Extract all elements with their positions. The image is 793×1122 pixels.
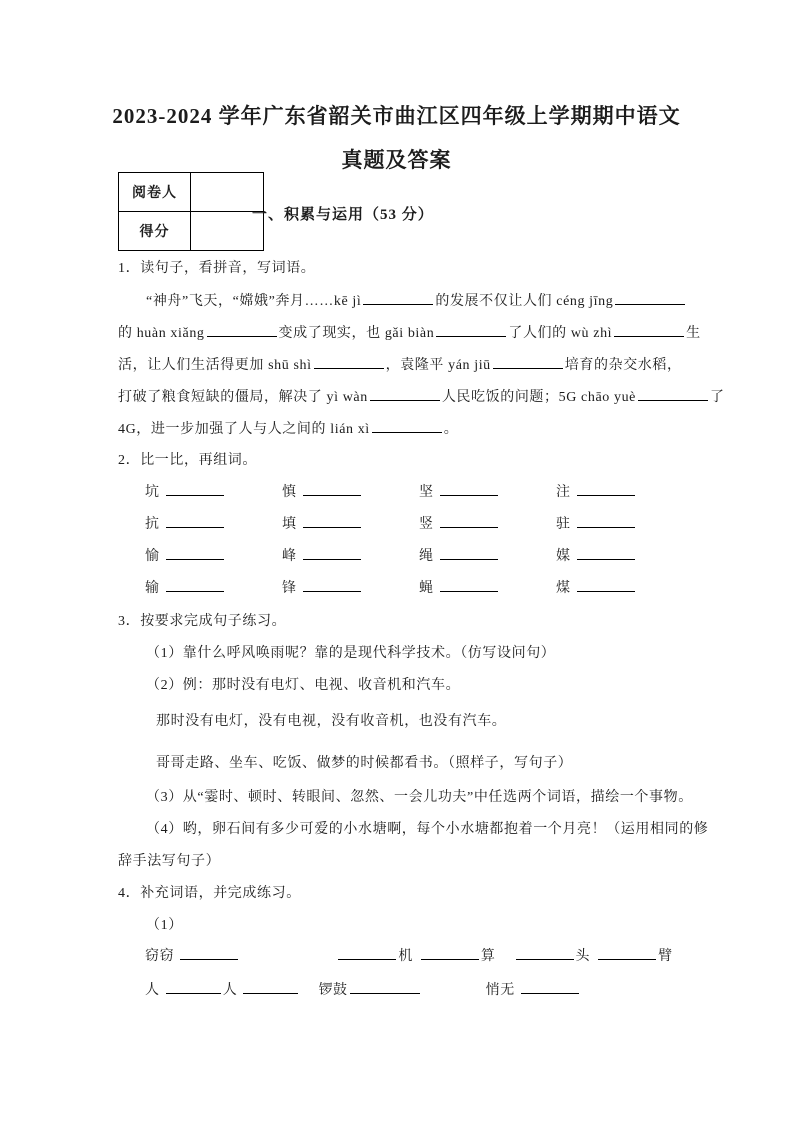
q3-item2-example-2: 哥哥走路、坐车、吃饭、做梦的时候都看书。（照样子，写句子） xyxy=(156,756,573,771)
q1-line2-seg1: 的 huàn xiǎng xyxy=(118,326,205,341)
q1-line4-seg1: 打破了粮食短缺的僵局，解决了 yì wàn xyxy=(118,390,368,405)
q1-line3-seg3: 培育的杂交水稻， xyxy=(564,358,682,373)
answer-blank[interactable] xyxy=(577,514,635,528)
q4-sub-1: （1） xyxy=(146,918,183,933)
q3-item-4-line2: 辞手法写句子） xyxy=(118,854,221,869)
answer-blank[interactable] xyxy=(440,514,498,528)
grader-label: 阅卷人 xyxy=(119,173,191,212)
answer-blank[interactable] xyxy=(598,946,656,960)
page-title-line1: 2023-2024 学年广东省韶关市曲江区四年级上学期期中语文 xyxy=(112,104,681,128)
answer-blank[interactable] xyxy=(303,546,361,560)
answer-blank[interactable] xyxy=(421,946,479,960)
q4-word-part: 头 xyxy=(575,949,591,964)
page-title-line2: 真题及答案 xyxy=(341,148,452,172)
q1-text-line-3 xyxy=(118,355,682,376)
q1-text-line-2 xyxy=(118,323,701,344)
q1-line3-seg2: ，袁隆平 yán jiū xyxy=(385,358,491,373)
q2-char: 媒 xyxy=(556,549,571,564)
answer-blank[interactable] xyxy=(638,387,708,401)
q2-row-3 xyxy=(145,546,693,567)
q3-item-1: （1）靠什么呼风唤雨呢？靠的是现代科学技术。（仿写设问句） xyxy=(146,646,556,661)
answer-blank[interactable] xyxy=(166,578,224,592)
answer-blank[interactable] xyxy=(370,387,440,401)
question-2-label: 2．比一比，再组词。 xyxy=(118,453,257,468)
q2-char: 抗 xyxy=(145,517,160,532)
q1-text-line-5 xyxy=(118,419,458,440)
answer-blank[interactable] xyxy=(303,578,361,592)
answer-blank[interactable] xyxy=(166,514,224,528)
answer-blank[interactable] xyxy=(372,419,442,433)
answer-blank[interactable] xyxy=(516,946,574,960)
answer-blank[interactable] xyxy=(166,546,224,560)
q2-char: 填 xyxy=(282,517,297,532)
answer-blank[interactable] xyxy=(615,291,685,305)
answer-blank[interactable] xyxy=(440,482,498,496)
q4-word-part: 臂 xyxy=(658,949,673,964)
answer-blank[interactable] xyxy=(614,323,684,337)
table-row xyxy=(119,173,264,212)
answer-blank[interactable] xyxy=(166,980,221,994)
q2-char: 峰 xyxy=(282,549,297,564)
q4-word-part: 悄无 xyxy=(485,983,515,998)
q3-item-2: （2）例：那时没有电灯、电视、收音机和汽车。 xyxy=(146,678,461,693)
q2-char: 愉 xyxy=(145,549,160,564)
q3-item2-example-1: 那时没有电灯，没有电视，没有收音机，也没有汽车。 xyxy=(156,714,507,729)
q1-line4-seg3: 了 xyxy=(709,390,725,405)
answer-blank[interactable] xyxy=(180,946,238,960)
q2-char: 坚 xyxy=(419,485,434,500)
question-4-label: 4．补充词语，并完成练习。 xyxy=(118,886,301,901)
answer-blank[interactable] xyxy=(440,578,498,592)
q2-row-4 xyxy=(145,578,693,599)
grader-score-table xyxy=(118,172,264,251)
table-row xyxy=(119,212,264,251)
q1-line1-seg2: 的发展不仅让人们 céng jīng xyxy=(435,294,614,309)
q3-item-4-line1: （4）哟，卵石间有多少可爱的小水塘啊，每个小水塘都抱着一个月亮！（运用相同的修 xyxy=(146,822,709,837)
q2-char: 煤 xyxy=(556,581,571,596)
q2-char: 绳 xyxy=(419,549,434,564)
q2-char: 竖 xyxy=(419,517,434,532)
q2-char: 驻 xyxy=(556,517,571,532)
answer-blank[interactable] xyxy=(440,546,498,560)
answer-blank[interactable] xyxy=(338,946,396,960)
q2-char: 输 xyxy=(145,581,160,596)
answer-blank[interactable] xyxy=(314,355,384,369)
score-label: 得分 xyxy=(119,212,191,251)
answer-blank[interactable] xyxy=(577,482,635,496)
q2-row-1 xyxy=(145,482,693,503)
q2-char: 坑 xyxy=(145,485,160,500)
q1-line2-seg3: 了人们的 wù zhì xyxy=(508,326,613,341)
q1-text-line-4 xyxy=(118,387,725,408)
q1-line4-seg2: 人民吃饭的问题；5G chāo yuè xyxy=(441,390,636,405)
q2-char: 慎 xyxy=(282,485,297,500)
q1-text-line-1 xyxy=(146,291,687,312)
q1-line5-seg1: 4G，进一步加强了人与人之间的 lián xì xyxy=(118,422,370,437)
q4-word-part: 算 xyxy=(480,949,496,964)
q4-word-part: 人 xyxy=(222,983,238,998)
q4-word-part: 人 xyxy=(145,983,160,998)
question-1-label: 1．读句子，看拼音，写词语。 xyxy=(118,261,316,276)
q1-line5-seg2: 。 xyxy=(443,422,459,437)
q1-line2-seg4: 生 xyxy=(686,326,701,341)
section-heading: 一、积累与运用（53 分） xyxy=(252,207,434,223)
answer-blank[interactable] xyxy=(303,482,361,496)
answer-blank[interactable] xyxy=(350,980,420,994)
q1-line3-seg1: 活，让人们生活得更加 shū shì xyxy=(118,358,312,373)
q1-line2-seg2: 变成了现实，也 gǎi biàn xyxy=(278,326,435,341)
question-3-label: 3．按要求完成句子练习。 xyxy=(118,614,287,629)
q1-line1-seg1: “神舟”飞天，“嫦娥”奔月……kē jì xyxy=(146,294,362,309)
answer-blank[interactable] xyxy=(436,323,506,337)
q4-idiom-row-2 xyxy=(145,980,581,1001)
q2-char: 锋 xyxy=(282,581,297,596)
answer-blank[interactable] xyxy=(577,578,635,592)
answer-blank[interactable] xyxy=(303,514,361,528)
q4-word-part: 机 xyxy=(398,949,413,964)
answer-blank[interactable] xyxy=(577,546,635,560)
q2-row-2 xyxy=(145,514,693,535)
answer-blank[interactable] xyxy=(521,980,579,994)
answer-blank[interactable] xyxy=(363,291,433,305)
answer-blank[interactable] xyxy=(243,980,298,994)
q3-item-3: （3）从“霎时、顿时、转眼间、忽然、一会儿功夫”中任选两个词语，描绘一个事物。 xyxy=(146,790,693,805)
answer-blank[interactable] xyxy=(493,355,563,369)
answer-blank[interactable] xyxy=(207,323,277,337)
q4-word-part: 窃窃 xyxy=(145,949,175,964)
q4-word-part: 锣鼓 xyxy=(318,983,348,998)
q2-char: 注 xyxy=(556,485,571,500)
answer-blank[interactable] xyxy=(166,482,224,496)
q2-char: 蝇 xyxy=(419,581,434,596)
q4-idiom-row-1 xyxy=(145,946,673,967)
